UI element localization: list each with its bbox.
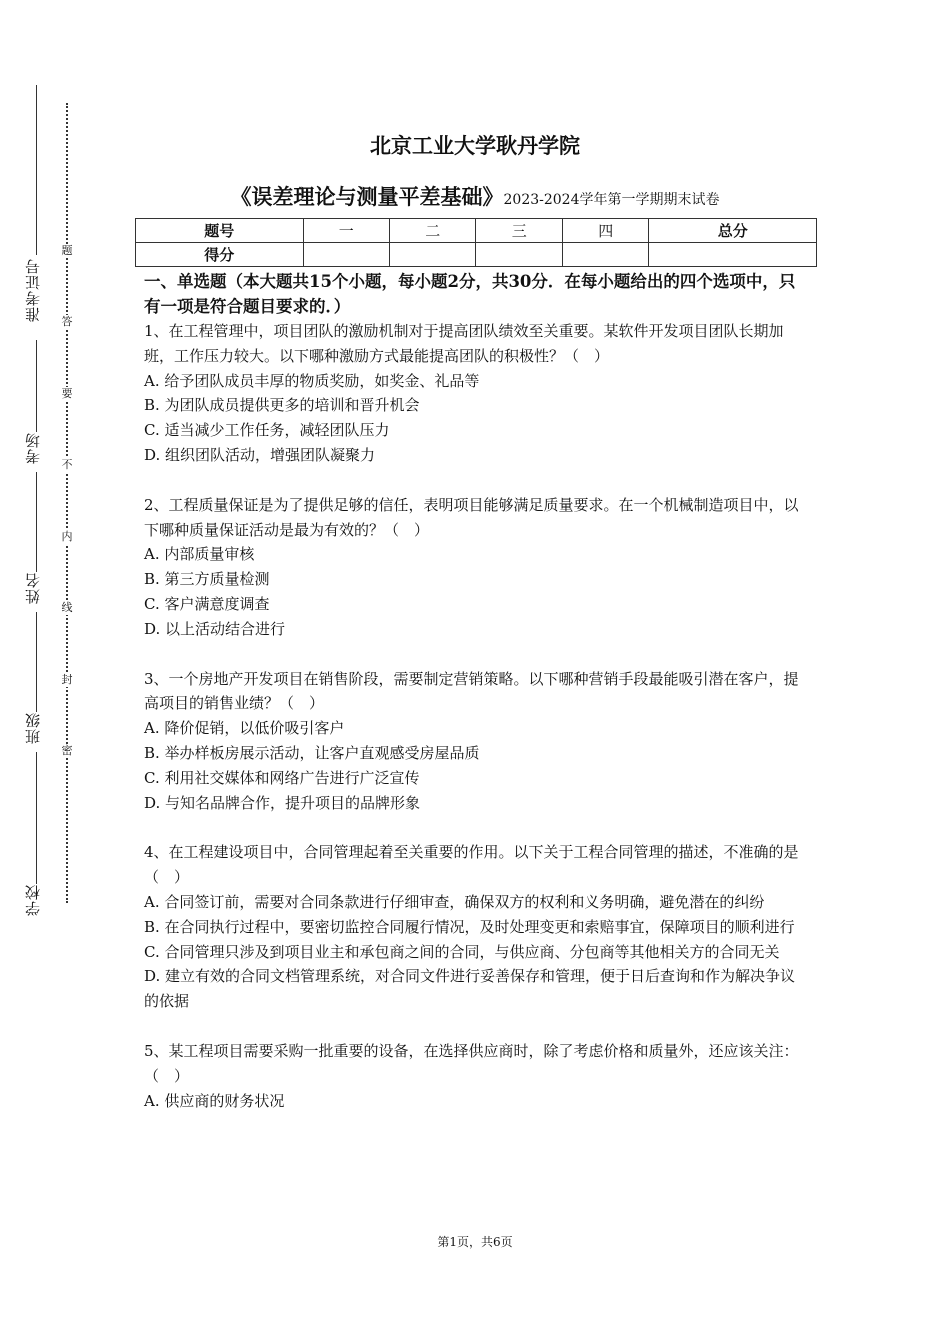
school-title: 北京工业大学耿丹学院 xyxy=(370,134,580,158)
question-content xyxy=(144,270,808,1113)
question-option: A. 供应商的财务状况 xyxy=(144,1091,285,1110)
margin-rule xyxy=(36,85,37,255)
course-name: 《误差理论与测量平差基础》 xyxy=(230,185,504,209)
question-option: C. 利用社交媒体和网络广告进行广泛宣传 xyxy=(144,768,420,787)
score-cell[interactable] xyxy=(562,243,648,267)
term-label: 2023-2024学年第一学期期末试卷 xyxy=(503,192,720,208)
section-heading: 一、单选题（本大题共15个小题，每小题2分，共30分．在每小题给出的四个选项中，只有一项是符合题目要求的．） xyxy=(144,272,796,316)
question-option: C. 客户满意度调查 xyxy=(144,594,270,613)
question xyxy=(144,667,808,816)
seal-char: 要 xyxy=(61,387,73,400)
question-option: A. 合同签订前，需要对合同条款进行仔细审查，确保双方的权利和义务明确，避免潜在的纠纷 xyxy=(144,892,765,911)
question-option: A. 给予团队成员丰厚的物质奖励，如奖金、礼品等 xyxy=(144,371,480,390)
score-row-label: 得分 xyxy=(136,243,304,267)
name-label: 姓名 xyxy=(24,572,42,604)
question-option: B. 在合同执行过程中，要密切监控合同履行情况，及时处理变更和索赔事宜，保障项目的顺利进行 xyxy=(144,917,795,936)
score-cell[interactable] xyxy=(476,243,562,267)
seal-char: 线 xyxy=(61,601,73,614)
score-cell[interactable] xyxy=(389,243,475,267)
question-stem: 2、工程质量保证是为了提供足够的信任，表明项目能够满足质量要求。在一个机械制造项目中，以下哪种质量保证活动是最为有效的？（ ） xyxy=(144,495,799,539)
seal-char: 内 xyxy=(61,530,73,543)
question-option: B. 为团队成员提供更多的培训和晋升机会 xyxy=(144,396,420,415)
question xyxy=(144,1039,808,1113)
school-label: 学校 xyxy=(24,884,42,916)
score-header: 题号 xyxy=(136,219,304,243)
question-option: D. 组织团队活动，增强团队凝聚力 xyxy=(144,445,376,464)
question-stem: 4、在工程建设项目中，合同管理起着至关重要的作用。以下关于工程合同管理的描述，不准确的是（ ） xyxy=(144,843,799,887)
question xyxy=(144,840,808,1014)
score-header: 二 xyxy=(389,219,475,243)
question-stem: 3、一个房地产开发项目在销售阶段，需要制定营销策略。以下哪种营销手段最能吸引潜在客户，提高项目的销售业绩？（ ） xyxy=(144,669,799,713)
seal-char: 答 xyxy=(61,315,73,328)
question-option: B. 第三方质量检测 xyxy=(144,570,270,589)
exam-title xyxy=(0,181,950,211)
score-cell[interactable] xyxy=(303,243,389,267)
exam-id-label: 准考证号 xyxy=(24,258,42,322)
question xyxy=(144,319,808,468)
class-label: 班级 xyxy=(24,712,42,744)
seal-char: 不 xyxy=(61,458,73,471)
seal-dotted-line xyxy=(66,103,68,903)
score-table xyxy=(135,218,817,267)
margin-rule xyxy=(36,612,37,712)
question-option: D. 与知名品牌合作，提升项目的品牌形象 xyxy=(144,793,421,812)
score-cell[interactable] xyxy=(649,243,817,267)
score-header: 总分 xyxy=(649,219,817,243)
score-header: 一 xyxy=(303,219,389,243)
question-stem: 5、某工程项目需要采购一批重要的设备，在选择供应商时，除了考虑价格和质量外，还应该关注：（ ） xyxy=(144,1041,799,1085)
question-option: C. 合同管理只涉及到项目业主和承包商之间的合同，与供应商、分包商等其他相关方的合同无关 xyxy=(144,942,780,961)
seal-char: 封 xyxy=(61,673,73,686)
score-header: 三 xyxy=(476,219,562,243)
room-label: 考场 xyxy=(24,432,42,464)
page-footer: 第1页，共6页 xyxy=(437,1235,513,1249)
seal-char: 题 xyxy=(61,244,73,257)
question-stem: 1、在工程管理中，项目团队的激励机制对于提高团队绩效至关重要。某软件开发项目团队长期加班，工作压力较大。以下哪种激励方式最能提高团队的积极性？（ ） xyxy=(144,322,784,365)
question-option: A. 内部质量审核 xyxy=(144,545,255,564)
question xyxy=(144,493,808,642)
question-option: D. 以上活动结合进行 xyxy=(144,619,286,638)
question-option: A. 降价促销，以低价吸引客户 xyxy=(144,719,345,738)
score-header: 四 xyxy=(562,219,648,243)
margin-rule xyxy=(36,340,37,432)
seal-char: 密 xyxy=(61,744,73,757)
question-option: C. 适当减少工作任务，减轻团队压力 xyxy=(144,421,390,440)
question-option: B. 举办样板房展示活动，让客户直观感受房屋品质 xyxy=(144,743,480,762)
margin-rule xyxy=(36,752,37,884)
question-option: D. 建立有效的合同文档管理系统，对合同文件进行妥善保存和管理，便于日后查询和作为解决争议的依据 xyxy=(144,967,796,1011)
margin-rule xyxy=(36,472,37,572)
